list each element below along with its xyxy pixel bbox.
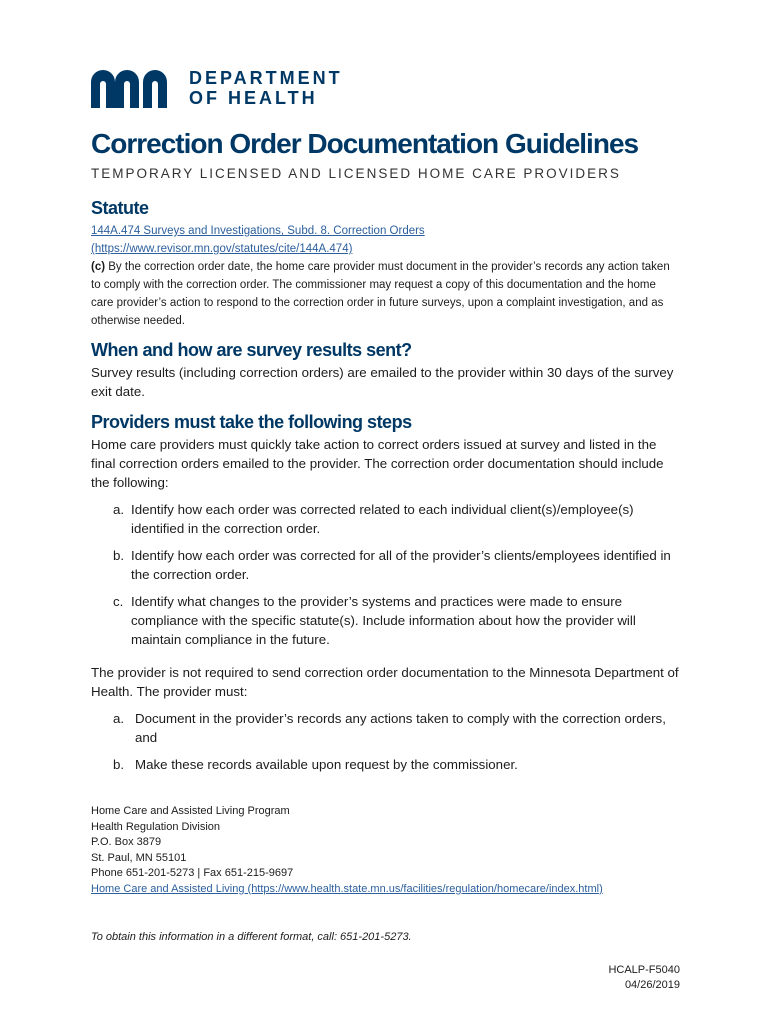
list-item-text: Make these records available upon request by the commissioner.	[135, 757, 518, 772]
list-item	[91, 755, 681, 774]
statute-link-line1: 144A.474 Surveys and Investigations, Subd. 8. Correction Orders	[91, 225, 425, 237]
when-heading: When and how are survey results sent?	[91, 340, 412, 360]
list-marker: b.	[113, 757, 125, 772]
list-item	[91, 709, 681, 747]
list-marker: c.	[113, 594, 124, 609]
list-item	[91, 500, 681, 538]
when-text: Survey results (including correction orders) are emailed to the provider within 30 days of the survey exit date.	[91, 365, 674, 399]
list-marker: a.	[113, 502, 125, 517]
statute-heading: Statute	[91, 198, 149, 218]
list-item-text: Identify how each order was corrected related to each individual client(s)/employee(s) identified in the correction order.	[131, 502, 634, 536]
form-code: HCALP-F5040	[608, 964, 680, 976]
not-required-text: The provider is not required to send correction order documentation to the Minnesota Department of Health. The provider must:	[91, 665, 679, 699]
form-date: 04/26/2019	[624, 979, 680, 991]
form-code-block	[608, 963, 680, 993]
homecare-link[interactable]: Home Care and Assisted Living (https://www.health.state.mn.us/facilities/regulation/homecare/index.html)	[91, 882, 603, 895]
alt-format-note: To obtain this information in a different format, call: 651-201-5273.	[91, 931, 412, 943]
steps-list	[91, 500, 681, 649]
page-title: Correction Order Documentation Guidelines	[91, 128, 639, 159]
mn-logo-icon	[91, 68, 181, 110]
statute-section	[91, 198, 681, 330]
list-item-text: Identify what changes to the provider’s systems and practices were made to ensure compliance with the specific statute(s). Include information about how the provider will maintain compliance in the future.	[131, 594, 636, 647]
city-zip: St. Paul, MN 55101	[91, 851, 187, 864]
when-section	[91, 340, 681, 401]
list-item-text: Identify how each order was corrected for all of the provider’s clients/employees identified in the correction order.	[131, 548, 671, 582]
logo-line1: DEPARTMENT	[189, 68, 343, 88]
contact-block	[91, 804, 681, 897]
division-name: Health Regulation Division	[91, 820, 221, 833]
phone-fax: Phone 651-201-5273 | Fax 651-215-9697	[91, 867, 294, 879]
steps-section	[91, 412, 681, 774]
statute-link[interactable]	[91, 225, 425, 255]
list-item	[91, 592, 681, 649]
mdh-logo	[91, 68, 351, 110]
steps-intro: Home care providers must quickly take action to correct orders issued at survey and listed in the final correction orders emailed to the provider. The correction order documentation should include the following:	[91, 437, 664, 490]
steps-heading: Providers must take the following steps	[91, 412, 412, 432]
page-subtitle: TEMPORARY LICENSED AND LICENSED HOME CARE PROVIDERS	[91, 166, 621, 181]
list-item-text: Document in the provider’s records any actions taken to comply with the correction orders, and	[135, 711, 666, 745]
list-marker: b.	[113, 548, 125, 563]
must-list	[91, 709, 681, 774]
statute-label: (c)	[91, 261, 106, 273]
logo-line2: OF HEALTH	[189, 88, 318, 108]
list-marker: a.	[113, 711, 125, 726]
list-item	[91, 546, 681, 584]
program-name: Home Care and Assisted Living Program	[91, 805, 290, 817]
statute-body: By the correction order date, the home care provider must document in the provider’s records any action taken to comply with the correction order. The commissioner may request a copy of this documentation and the home care provider’s action to respond to the correction order in future surveys, upon a complaint investigation, and as otherwise needed.	[91, 261, 670, 327]
statute-text	[91, 258, 681, 330]
logo-text	[189, 68, 343, 108]
statute-link-line2: (https://www.revisor.mn.gov/statutes/cite/144A.474)	[91, 243, 353, 255]
po-box: P.O. Box 3879	[91, 836, 162, 848]
